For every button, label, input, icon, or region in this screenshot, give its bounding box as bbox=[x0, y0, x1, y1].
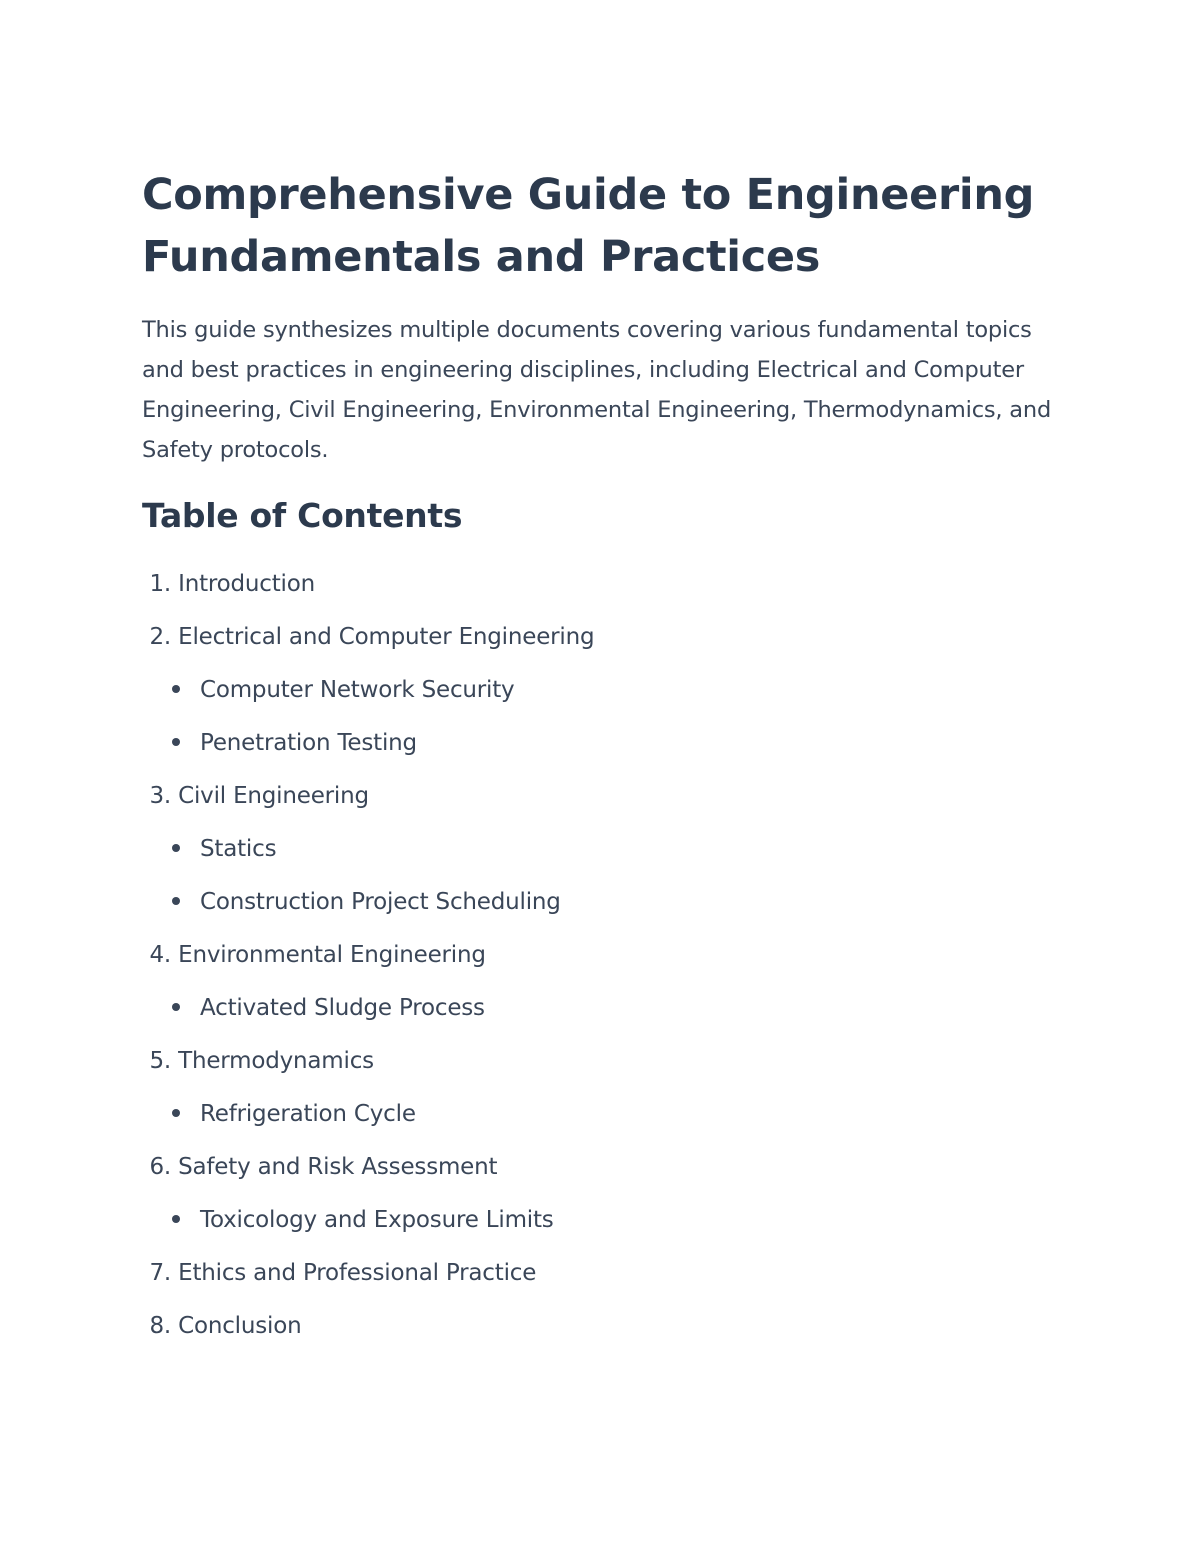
toc-item-label: Electrical and Computer Engineering bbox=[171, 624, 595, 650]
toc-item-label: Safety and Risk Assessment bbox=[171, 1154, 498, 1180]
toc-item bbox=[142, 1141, 1042, 1194]
toc-subitem bbox=[142, 876, 1042, 929]
toc-item bbox=[142, 770, 1042, 823]
toc-item-label: Environmental Engineering bbox=[171, 942, 486, 968]
toc-subitem-label: Activated Sludge Process bbox=[200, 995, 485, 1021]
toc-subitem-label: Computer Network Security bbox=[200, 677, 515, 703]
toc-heading: Table of Contents bbox=[142, 496, 463, 535]
toc-subitem bbox=[142, 823, 1042, 876]
toc-item-number: 7. bbox=[149, 1260, 171, 1286]
page-title: Comprehensive Guide to Engineering Fundamentals and Practices bbox=[142, 170, 1035, 282]
toc-subitem bbox=[142, 1194, 1042, 1247]
toc-item-number: 8. bbox=[149, 1313, 171, 1339]
bullet-icon bbox=[172, 1109, 180, 1117]
toc-item-number: 1. bbox=[149, 571, 171, 597]
bullet-icon bbox=[172, 685, 180, 693]
toc-subitem bbox=[142, 717, 1042, 770]
bullet-icon bbox=[172, 897, 180, 905]
toc-item-number: 5. bbox=[149, 1048, 171, 1074]
toc-subitem bbox=[142, 982, 1042, 1035]
toc-subitem-label: Construction Project Scheduling bbox=[200, 889, 561, 915]
toc-item bbox=[142, 1247, 1042, 1300]
toc-item-number: 4. bbox=[149, 942, 171, 968]
table-of-contents bbox=[142, 558, 1042, 1353]
toc-subitem bbox=[142, 1088, 1042, 1141]
toc-item bbox=[142, 929, 1042, 982]
toc-item-number: 2. bbox=[149, 624, 171, 650]
toc-item-label: Introduction bbox=[171, 571, 315, 597]
toc-subitem-label: Penetration Testing bbox=[200, 730, 417, 756]
bullet-icon bbox=[172, 844, 180, 852]
toc-item-number: 6. bbox=[149, 1154, 171, 1180]
toc-item-label: Conclusion bbox=[171, 1313, 302, 1339]
toc-item-label: Thermodynamics bbox=[171, 1048, 374, 1074]
toc-item bbox=[142, 558, 1042, 611]
toc-subitem bbox=[142, 664, 1042, 717]
toc-item bbox=[142, 1035, 1042, 1088]
toc-subitem-label: Refrigeration Cycle bbox=[200, 1101, 416, 1127]
toc-item-label: Civil Engineering bbox=[171, 783, 369, 809]
toc-item-number: 3. bbox=[149, 783, 171, 809]
toc-subitem-label: Statics bbox=[200, 836, 277, 862]
bullet-icon bbox=[172, 1003, 180, 1011]
toc-item-label: Ethics and Professional Practice bbox=[171, 1260, 537, 1286]
intro-paragraph: This guide synthesizes multiple documents covering various fundamental topics and best practices in engineering disciplines, including Electrical and Computer Engineering, Civil Engineering, Environmental Engineering, Thermodynamics, and Safety protocols. bbox=[142, 317, 1052, 463]
toc-item bbox=[142, 1300, 1042, 1353]
bullet-icon bbox=[172, 1215, 180, 1223]
toc-item bbox=[142, 611, 1042, 664]
bullet-icon bbox=[172, 738, 180, 746]
toc-subitem-label: Toxicology and Exposure Limits bbox=[200, 1207, 554, 1233]
